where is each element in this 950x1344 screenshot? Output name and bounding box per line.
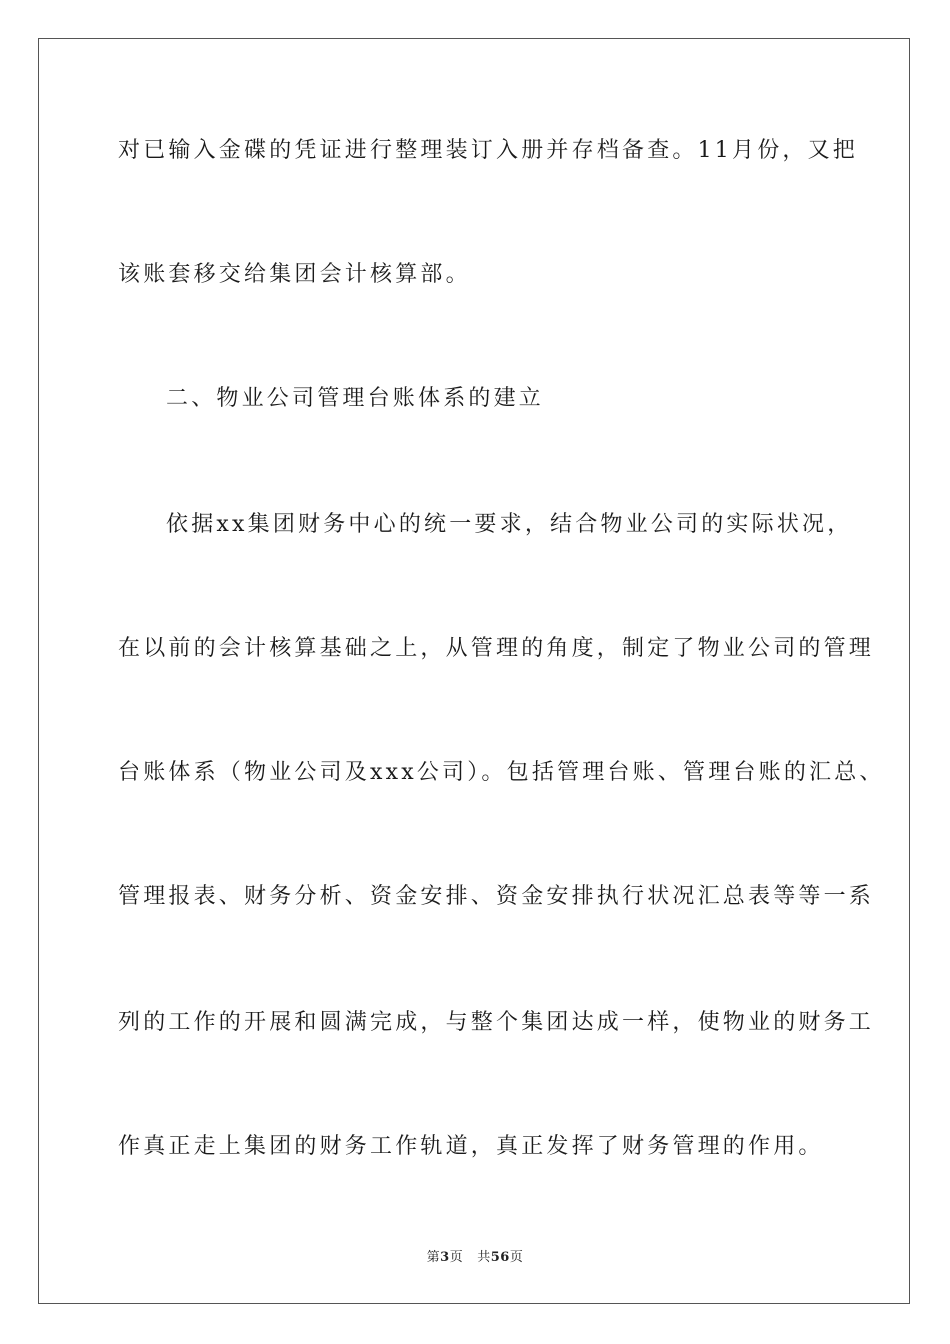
page-frame [38, 38, 910, 1304]
section-heading: 二、物业公司管理台账体系的建立 [166, 386, 545, 411]
body-line-9: 作真正走上集团的财务工作轨道，真正发挥了财务管理的作用。 [118, 1134, 824, 1159]
body-line-7: 管理报表、财务分析、资金安排、资金安排执行状况汇总表等等一系 [118, 884, 875, 909]
total-pages: 56 [490, 1250, 510, 1265]
body-line-6: 台账体系（物业公司及xxx公司）。包括管理台账、管理台账的汇总、 [118, 760, 885, 785]
page-suffix: 页 [449, 1250, 464, 1265]
body-line-8: 列的工作的开展和圆满完成，与整个集团达成一样，使物业的财务工 [118, 1010, 875, 1035]
total-prefix: 共 [477, 1250, 491, 1265]
page-number: 3 [440, 1250, 450, 1265]
page-prefix: 第 [426, 1250, 441, 1265]
body-line-1: 对已输入金碟的凭证进行整理装订入册并存档备查。11月份，又把 [118, 138, 858, 163]
body-line-5: 在以前的会计核算基础之上，从管理的角度，制定了物业公司的管理 [118, 636, 875, 661]
body-line-4: 依据xx集团财务中心的统一要求，结合物业公司的实际状况， [166, 512, 853, 537]
total-suffix: 页 [509, 1250, 524, 1265]
page-footer [0, 1246, 950, 1265]
body-line-2: 该账套移交给集团会计核算部。 [118, 262, 471, 287]
